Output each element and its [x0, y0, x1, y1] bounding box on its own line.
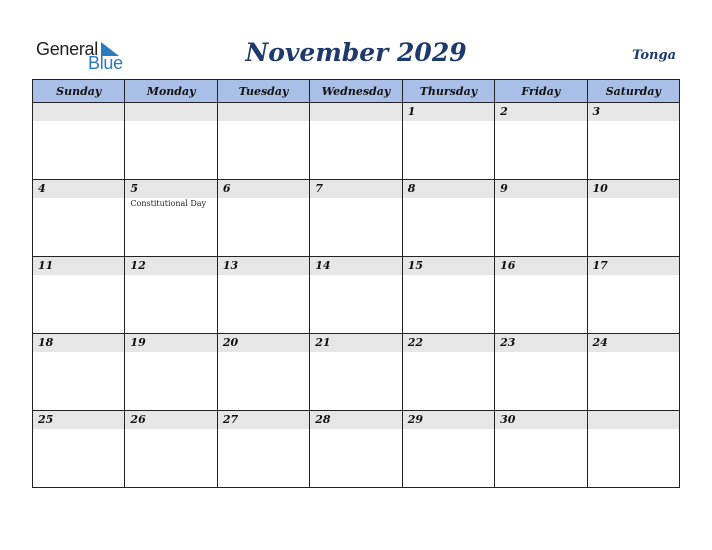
day-number: 16: [495, 257, 586, 275]
holiday-label: [403, 275, 494, 276]
holiday-label: [495, 275, 586, 276]
day-cell[interactable]: [310, 180, 402, 257]
day-cell[interactable]: [310, 257, 402, 334]
day-cell[interactable]: [217, 103, 309, 180]
country-label: Tonga: [632, 48, 676, 63]
day-number: 23: [495, 334, 586, 352]
day-cell[interactable]: [402, 334, 494, 411]
day-cell[interactable]: [587, 257, 679, 334]
day-number: 8: [403, 180, 494, 198]
day-cell[interactable]: [495, 257, 587, 334]
holiday-label: [218, 198, 309, 199]
day-number: [218, 103, 309, 121]
day-cell[interactable]: [495, 334, 587, 411]
holiday-label: [33, 429, 124, 430]
day-number: 3: [588, 103, 679, 121]
holiday-label: [588, 198, 679, 199]
day-cell[interactable]: [402, 411, 494, 488]
day-cell[interactable]: [587, 103, 679, 180]
day-number: 28: [310, 411, 401, 429]
day-number: 26: [125, 411, 216, 429]
day-number: 22: [403, 334, 494, 352]
logo-text-blue: Blue: [88, 53, 123, 73]
day-number: 2: [495, 103, 586, 121]
day-cell[interactable]: [587, 411, 679, 488]
weekday-sunday: Sunday: [33, 80, 125, 103]
day-number: 1: [403, 103, 494, 121]
day-number: 7: [310, 180, 401, 198]
day-number: 4: [33, 180, 124, 198]
page-title: November 2029: [245, 38, 467, 67]
day-number: 17: [588, 257, 679, 275]
day-cell[interactable]: [587, 180, 679, 257]
weekday-thursday: Thursday: [402, 80, 494, 103]
day-cell[interactable]: [495, 180, 587, 257]
day-number: 12: [125, 257, 216, 275]
holiday-label: [310, 198, 401, 199]
holiday-label: [33, 121, 124, 122]
holiday-label: [218, 352, 309, 353]
day-number: 9: [495, 180, 586, 198]
day-cell[interactable]: [217, 180, 309, 257]
logo-text-general: General: [36, 39, 98, 59]
day-cell[interactable]: [402, 257, 494, 334]
weekday-monday: Monday: [125, 80, 217, 103]
holiday-label: [33, 198, 124, 199]
holiday-label: [403, 121, 494, 122]
holiday-label: [310, 352, 401, 353]
holiday-label: [218, 275, 309, 276]
holiday-label: [310, 121, 401, 122]
day-cell[interactable]: [125, 334, 217, 411]
day-cell[interactable]: [33, 334, 125, 411]
day-cell[interactable]: [402, 180, 494, 257]
week-row: [33, 411, 680, 488]
holiday-label: [218, 121, 309, 122]
day-number: 11: [33, 257, 124, 275]
holiday-label: [495, 121, 586, 122]
calendar-grid: [32, 79, 680, 488]
day-cell[interactable]: [125, 257, 217, 334]
day-cell[interactable]: [125, 180, 217, 257]
day-number: [588, 411, 679, 429]
day-number: [33, 103, 124, 121]
day-number: 15: [403, 257, 494, 275]
day-number: 18: [33, 334, 124, 352]
day-cell[interactable]: [310, 334, 402, 411]
day-number: 24: [588, 334, 679, 352]
holiday-label: [403, 429, 494, 430]
day-cell[interactable]: [33, 103, 125, 180]
holiday-label: [33, 352, 124, 353]
week-row: [33, 180, 680, 257]
holiday-label: [125, 121, 216, 122]
week-row: [33, 334, 680, 411]
day-cell[interactable]: [125, 103, 217, 180]
weekday-wednesday: Wednesday: [310, 80, 402, 103]
day-number: 27: [218, 411, 309, 429]
day-cell[interactable]: [217, 411, 309, 488]
holiday-label: [588, 275, 679, 276]
day-cell[interactable]: [125, 411, 217, 488]
day-number: 14: [310, 257, 401, 275]
holiday-label: [495, 352, 586, 353]
day-number: 20: [218, 334, 309, 352]
day-cell[interactable]: [402, 103, 494, 180]
holiday-label: [125, 275, 216, 276]
day-cell[interactable]: [217, 334, 309, 411]
day-number: 19: [125, 334, 216, 352]
day-number: 13: [218, 257, 309, 275]
day-number: 6: [218, 180, 309, 198]
holiday-label: [495, 198, 586, 199]
weekday-tuesday: Tuesday: [217, 80, 309, 103]
day-number: 5: [125, 180, 216, 198]
day-cell[interactable]: [310, 411, 402, 488]
day-cell[interactable]: [33, 411, 125, 488]
holiday-label: [588, 121, 679, 122]
day-number: 21: [310, 334, 401, 352]
holiday-label: [310, 429, 401, 430]
holiday-label: [403, 198, 494, 199]
day-number: [310, 103, 401, 121]
weekday-header-row: [33, 80, 680, 103]
day-number: 29: [403, 411, 494, 429]
day-cell[interactable]: [495, 103, 587, 180]
week-row: [33, 257, 680, 334]
day-number: 10: [588, 180, 679, 198]
holiday-label: [310, 275, 401, 276]
holiday-label: [403, 352, 494, 353]
day-number: 25: [33, 411, 124, 429]
day-cell[interactable]: [217, 257, 309, 334]
weekday-saturday: Saturday: [587, 80, 679, 103]
holiday-label: Constitutional Day: [130, 199, 207, 208]
holiday-label: [588, 429, 679, 430]
day-cell[interactable]: [310, 103, 402, 180]
holiday-label: [588, 352, 679, 353]
holiday-label: [125, 429, 216, 430]
weekday-friday: Friday: [495, 80, 587, 103]
week-row: [33, 103, 680, 180]
day-number: [125, 103, 216, 121]
day-cell[interactable]: [33, 180, 125, 257]
holiday-label: [495, 429, 586, 430]
holiday-label: [125, 352, 216, 353]
day-cell[interactable]: [495, 411, 587, 488]
holiday-label: [218, 429, 309, 430]
day-number: 30: [495, 411, 586, 429]
day-cell[interactable]: [33, 257, 125, 334]
holiday-label: [33, 275, 124, 276]
day-cell[interactable]: [587, 334, 679, 411]
